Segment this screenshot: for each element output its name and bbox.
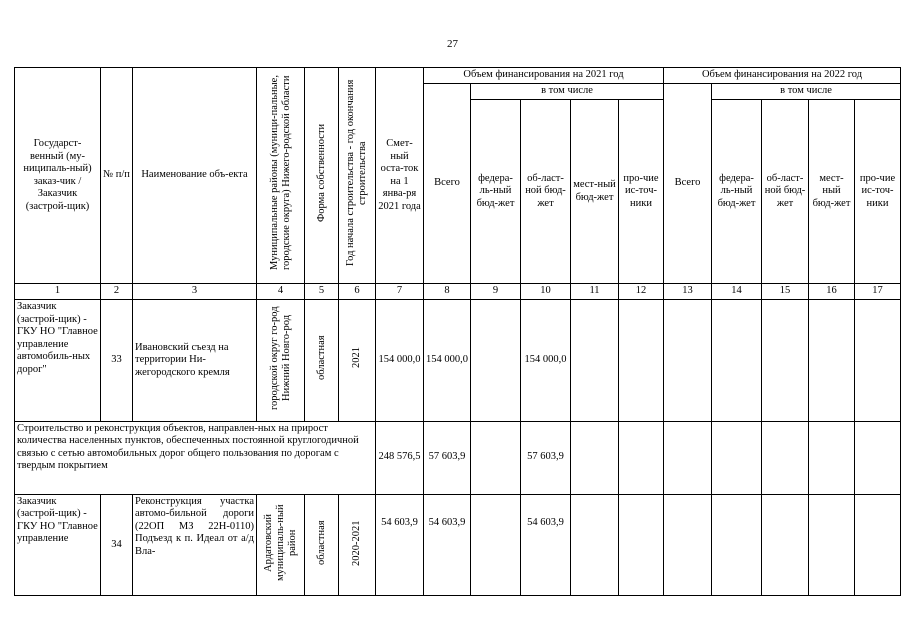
col-number: 13 (664, 284, 712, 300)
header-regional-2021: об-ласт-ной бюд-жет (521, 100, 571, 284)
header-ownership: Форма собственности (305, 68, 339, 284)
col-number: 7 (376, 284, 424, 300)
section-regional-2022 (762, 421, 809, 494)
col-number: 3 (133, 284, 257, 300)
row1-local-2022 (809, 300, 855, 422)
col-number: 14 (712, 284, 762, 300)
col-number: 4 (257, 284, 305, 300)
row2-num: 34 (101, 494, 133, 596)
row2-name: Реконструкция участка автомо-бильной дороги (22ОП МЗ 22Н-0110) Подъезд к п. Идеал от а/д Вла- (133, 494, 257, 596)
section-local-2021 (571, 421, 619, 494)
col-number: 2 (101, 284, 133, 300)
header-local-2021: мест-ный бюд-жет (571, 100, 619, 284)
col-number: 16 (809, 284, 855, 300)
header-object-name: Наименование объ-екта (133, 68, 257, 284)
col-number: 6 (339, 284, 376, 300)
row1-federal-2022 (712, 300, 762, 422)
header-estimate: Смет-ный оста-ток на 1 янва-ря 2021 года (376, 68, 424, 284)
col-number: 12 (619, 284, 664, 300)
table-row (15, 494, 901, 596)
row1-local-2021 (571, 300, 619, 422)
row2-customer: Заказчик (застрой-щик) - ГКУ НО "Главное управление (15, 494, 101, 596)
row1-num: 33 (101, 300, 133, 422)
row1-ownership: областная (305, 300, 339, 422)
section-total-2022 (664, 421, 712, 494)
header-including-2021: в том числе (471, 84, 664, 100)
header-local-2022: мест-ный бюд-жет (809, 100, 855, 284)
section-title: Строительство и реконструкция объектов, направлен-ных на прирост количества населенных пунктов, обеспеченных постоянной круглогодичной связью с сетью автомобильных дорог общего пользования по дорогам с твердым покрытием (15, 421, 376, 494)
row1-federal-2021 (471, 300, 521, 422)
financing-table (14, 67, 901, 596)
row2-district: Ардатовский муниципаль-ный район (257, 494, 305, 596)
section-other-2021 (619, 421, 664, 494)
header-fin-2021: Объем финансирования на 2021 год (424, 68, 664, 84)
row2-other-2021 (619, 494, 664, 596)
financing-table-wrapper (14, 67, 896, 590)
header-districts: Муниципальные районы (муници-пальные, городские округа) Нижего-родской области (257, 68, 305, 284)
row2-federal-2022 (712, 494, 762, 596)
row1-other-2021 (619, 300, 664, 422)
row1-total-2021: 154 000,0 (424, 300, 471, 422)
header-years: Год начала строительства - год окончания строительства (339, 68, 376, 284)
row2-estimate: 54 603,9 (376, 494, 424, 596)
row2-years: 2020-2021 (339, 494, 376, 596)
row2-local-2022 (809, 494, 855, 596)
row1-regional-2022 (762, 300, 809, 422)
section-estimate: 248 576,5 (376, 421, 424, 494)
row2-total-2022 (664, 494, 712, 596)
header-regional-2022: об-ласт-ной бюд-жет (762, 100, 809, 284)
row2-total-2021: 54 603,9 (424, 494, 471, 596)
row2-regional-2022 (762, 494, 809, 596)
header-other-2022: про-чие ис-точ-ники (855, 100, 901, 284)
col-number: 5 (305, 284, 339, 300)
row1-other-2022 (855, 300, 901, 422)
header-federal-2022: федера-ль-ный бюд-жет (712, 100, 762, 284)
row1-customer: Заказчик (застрой-щик) - ГКУ НО "Главное управление автомобиль-ных дорог" (15, 300, 101, 422)
row2-local-2021 (571, 494, 619, 596)
header-federal-2021: федера-ль-ный бюд-жет (471, 100, 521, 284)
col-number: 10 (521, 284, 571, 300)
row1-district: городской округ го-род Нижний Новго-род (257, 300, 305, 422)
row2-ownership: областная (305, 494, 339, 596)
row1-name: Ивановский съезд на территории Ни-жегородского кремля (133, 300, 257, 422)
row2-regional-2021: 54 603,9 (521, 494, 571, 596)
section-local-2022 (809, 421, 855, 494)
section-federal-2022 (712, 421, 762, 494)
row2-other-2022 (855, 494, 901, 596)
row1-regional-2021: 154 000,0 (521, 300, 571, 422)
col-number: 9 (471, 284, 521, 300)
col-number: 1 (15, 284, 101, 300)
page-number: 27 (447, 38, 458, 50)
row1-total-2022 (664, 300, 712, 422)
header-total-2022: Всего (664, 84, 712, 284)
section-federal-2021 (471, 421, 521, 494)
header-including-2022: в том числе (712, 84, 901, 100)
col-number: 11 (571, 284, 619, 300)
section-regional-2021: 57 603,9 (521, 421, 571, 494)
header-total-2021: Всего (424, 84, 471, 284)
header-fin-2022: Объем финансирования на 2022 год (664, 68, 901, 84)
col-number: 17 (855, 284, 901, 300)
header-customer: Государст-венный (му-ниципаль-ный) заказ-чик / Заказчик (застрой-щик) (15, 68, 101, 284)
col-number: 8 (424, 284, 471, 300)
header-other-2021: про-чие ис-точ-ники (619, 100, 664, 284)
row1-estimate: 154 000,0 (376, 300, 424, 422)
col-number: 15 (762, 284, 809, 300)
row1-years: 2021 (339, 300, 376, 422)
section-total-2021: 57 603,9 (424, 421, 471, 494)
section-other-2022 (855, 421, 901, 494)
row2-federal-2021 (471, 494, 521, 596)
section-row (15, 421, 901, 494)
table-row (15, 300, 901, 422)
header-num: № п/п (101, 68, 133, 284)
